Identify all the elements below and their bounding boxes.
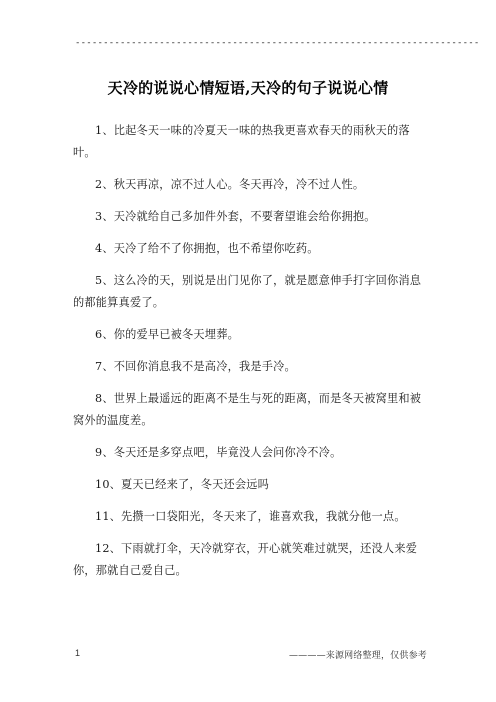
paragraph-4: 4、天冷了给不了你拥抱，也不希望你吃药。 (95, 242, 319, 255)
paragraph-12: 12、下雨就打伞，天冷就穿衣，开心就笑难过就哭，还没人来爱你，那就自己爱自己。 (73, 542, 418, 577)
paragraph-7: 7、不回你消息我不是高冷，我是手冷。 (95, 360, 296, 373)
paragraph-5: 5、这么冷的天，别说是出门见你了，就是愿意伸手打字回你消息的都能算真爱了。 (73, 274, 422, 309)
paragraph-11: 11、先攒一口袋阳光，冬天来了，谁喜欢我，我就分他一点。 (95, 510, 406, 523)
paragraph-9: 9、冬天还是多穿点吧，毕竟没人会问你冷不冷。 (95, 446, 342, 459)
source-note: ————来源网络整理，仅供参考 (288, 651, 427, 661)
document-body (73, 120, 425, 592)
paragraph-2: 2、秋天再凉，凉不过人心。冬天再冷，冷不过人性。 (95, 178, 365, 191)
paragraph-6: 6、你的爱早已被冬天埋葬。 (95, 328, 239, 341)
paragraph-10: 10、夏天已经来了，冬天还会远吗 (95, 478, 270, 491)
paragraph-1: 1、比起冬天一味的冷夏天一味的热我更喜欢春天的雨秋天的落叶。 (73, 124, 410, 159)
paragraph-3: 3、天冷就给自己多加件外套，不要奢望谁会给你拥抱。 (95, 210, 376, 223)
page-number: 1 (75, 648, 81, 658)
header-dashed-rule: ------------------------------------------------------------------------ (75, 38, 480, 48)
page-footer (75, 648, 427, 662)
paragraph-8: 8、世界上最遥远的距离不是生与死的距离，而是冬天被窝里和被窝外的温度差。 (73, 392, 422, 427)
document-title: 天冷的说说心情短语,天冷的句子说说心情 (107, 79, 389, 97)
